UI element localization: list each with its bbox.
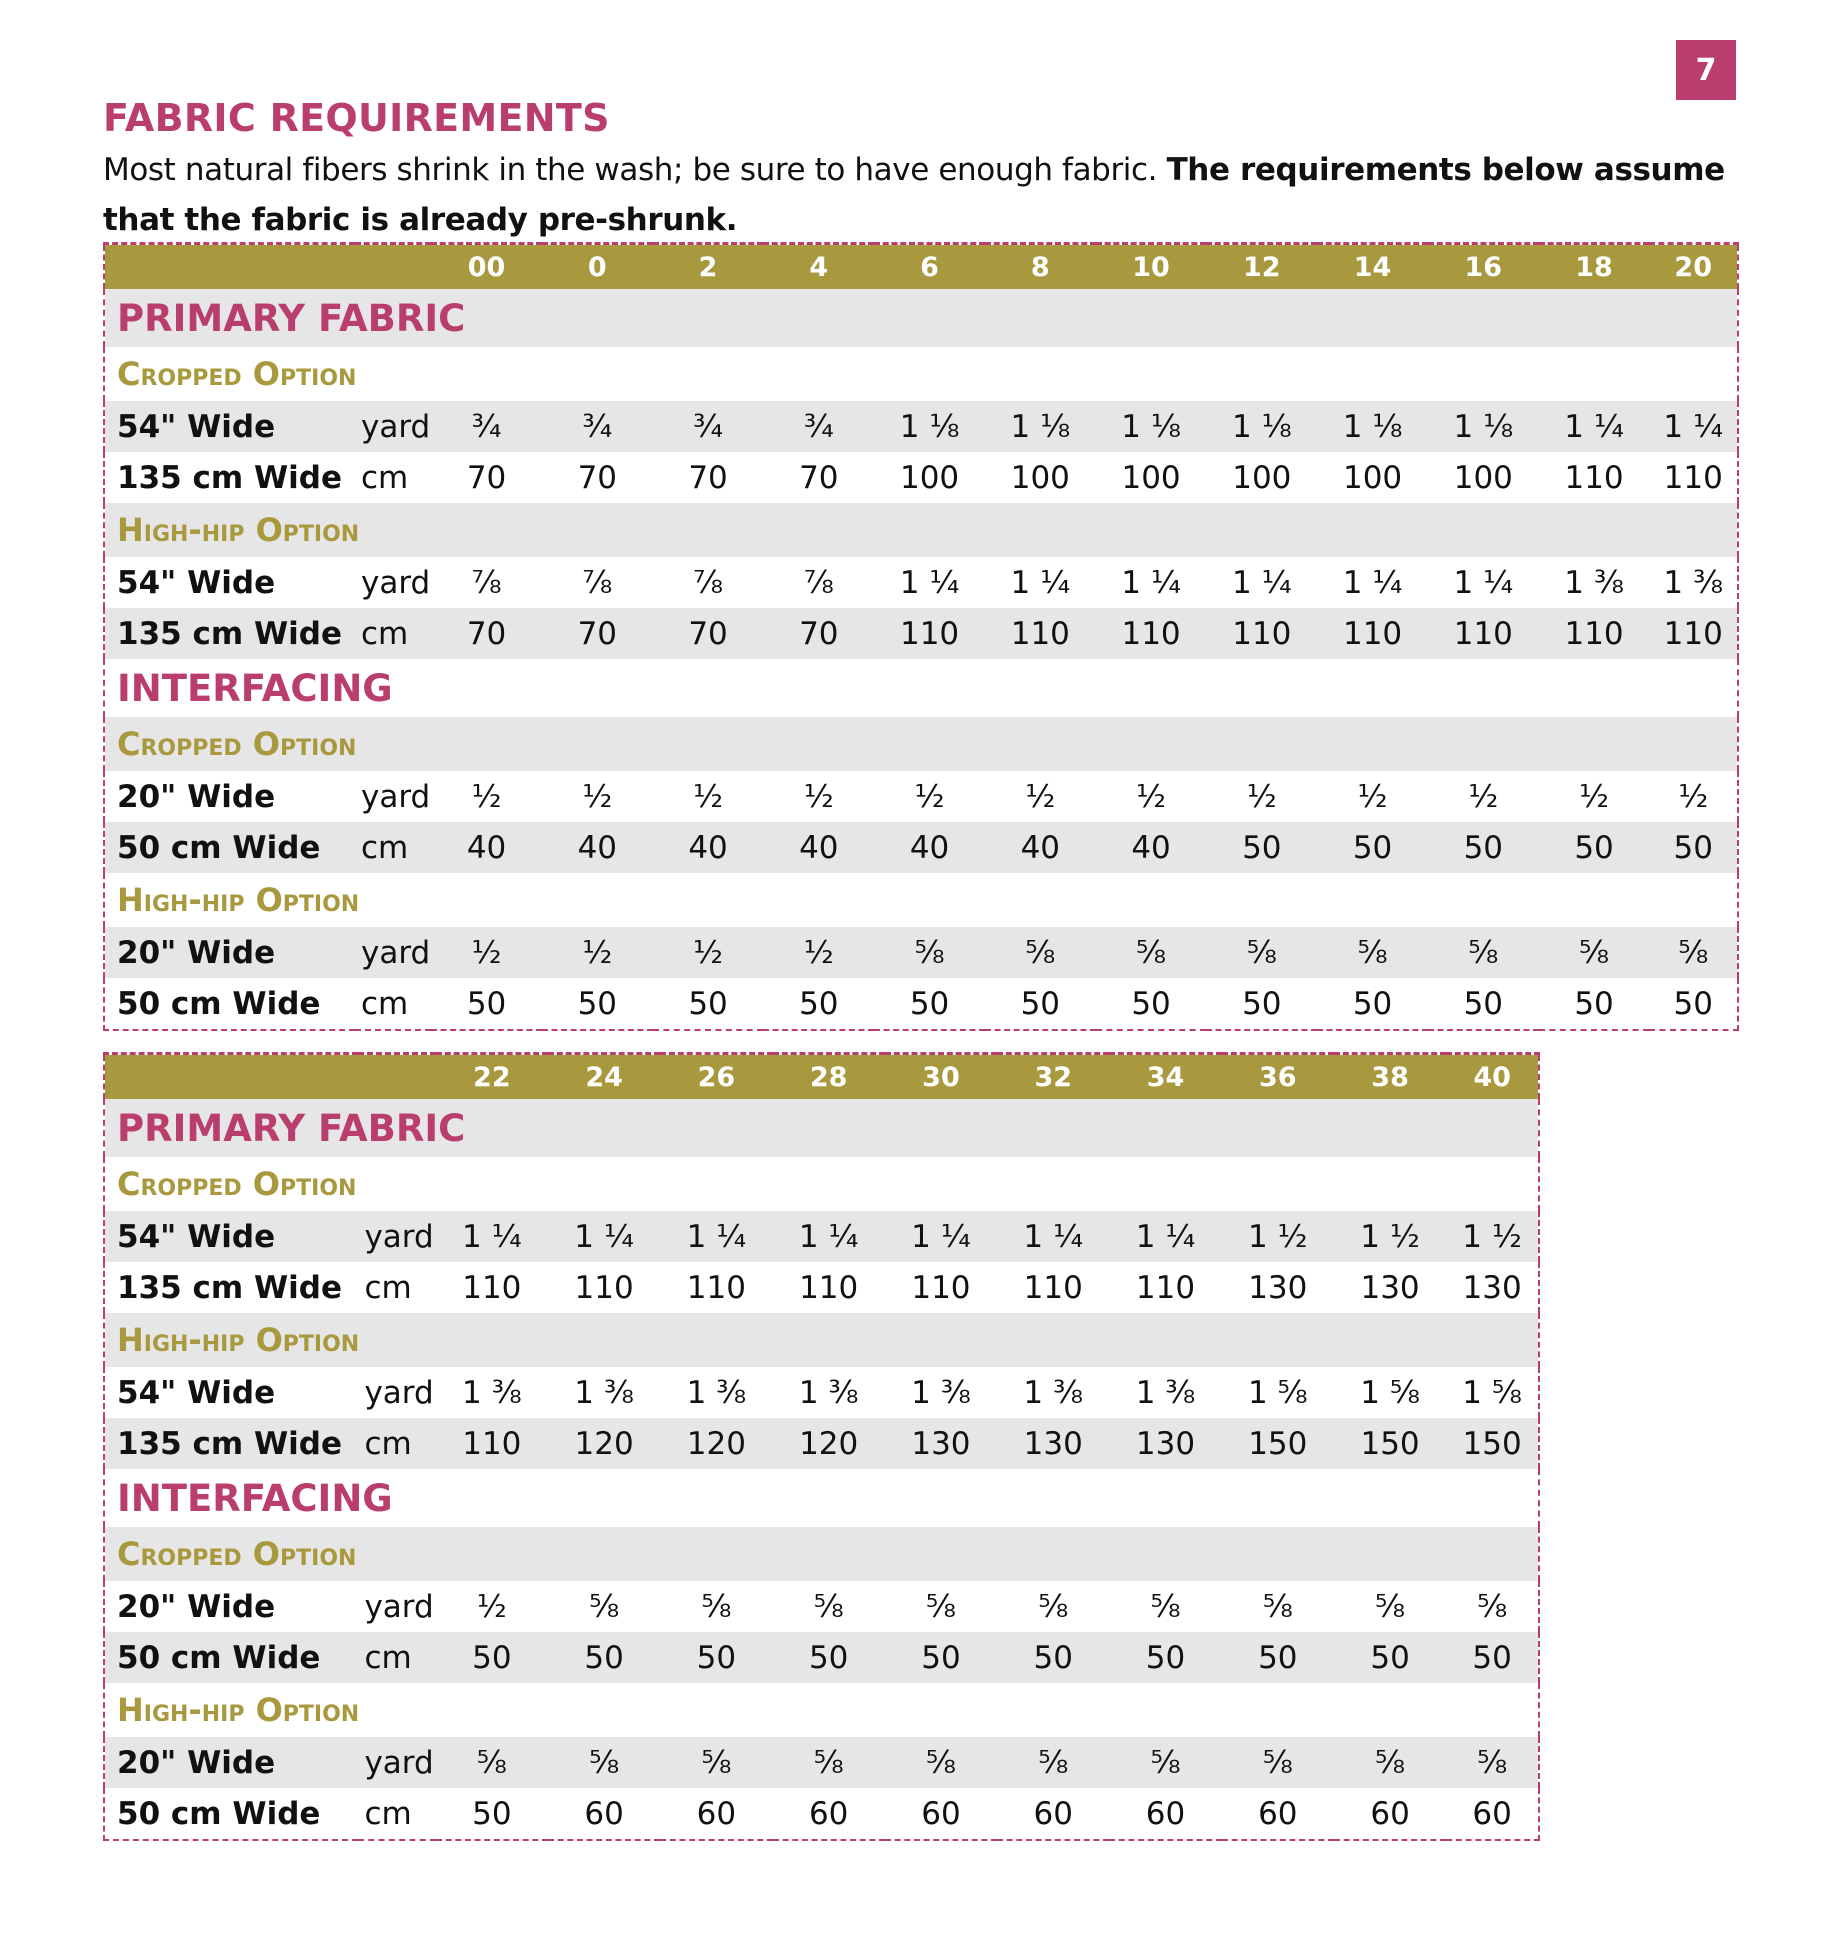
value-cell: 110 (1564, 459, 1624, 496)
size-header-cell: 20 (1649, 244, 1738, 290)
value-cell: ⅝ (1038, 1588, 1069, 1625)
row-unit: cm (360, 459, 409, 496)
value-cell: 110 (1023, 1269, 1083, 1306)
value-cell: ⅝ (1206, 927, 1317, 978)
table-row (104, 401, 1738, 452)
page-title: FABRIC REQUIREMENTS (103, 96, 610, 140)
value-cell: ½ (1678, 778, 1709, 815)
value-cell: 110 (1206, 608, 1317, 659)
value-cell: 100 (1342, 459, 1403, 496)
table-row (104, 1632, 1539, 1683)
value-cell: 1 ⅛ (1317, 401, 1428, 452)
value-cell: 70 (653, 608, 764, 659)
option-row (104, 503, 1738, 557)
value-cell: 50 (1334, 1632, 1446, 1683)
row-label: 135 cm Wide (117, 459, 343, 496)
value-cell: 1 ⅜ (574, 1374, 634, 1411)
size-header-cell: 24 (548, 1054, 660, 1100)
row-unit: cm (355, 822, 431, 873)
table-row (104, 1367, 1539, 1418)
value-cell: 1 ¼ (997, 1211, 1109, 1262)
value-cell: 50 (997, 1632, 1109, 1683)
value-cell: ⅝ (1375, 1588, 1406, 1625)
table-row (104, 1581, 1539, 1632)
value-cell: 50 (1428, 822, 1539, 873)
value-cell: 1 ¼ (885, 1211, 997, 1262)
value-cell: 50 (466, 985, 507, 1022)
section-title: INTERFACING (117, 1476, 393, 1520)
value-cell: 50 (773, 1632, 885, 1683)
value-cell: 1 ⅝ (1462, 1374, 1522, 1411)
value-cell: 50 (1673, 985, 1713, 1022)
size-header-cell: 4 (763, 244, 874, 290)
value-cell: 60 (1145, 1795, 1186, 1832)
value-cell: 1 ⅛ (1096, 401, 1207, 452)
row-label: 20" Wide (117, 778, 276, 815)
value-cell: 40 (542, 822, 653, 873)
value-cell: 110 (1539, 608, 1650, 659)
value-cell: 70 (763, 608, 874, 659)
value-cell: 60 (808, 1795, 849, 1832)
value-cell: ⅝ (1096, 927, 1207, 978)
value-cell: 110 (799, 1269, 859, 1306)
value-cell: 1 ¼ (1453, 564, 1514, 601)
value-cell: 40 (1096, 822, 1207, 873)
size-header-cell: 26 (660, 1054, 772, 1100)
value-cell: 130 (1360, 1269, 1420, 1306)
value-cell: ⅝ (660, 1737, 772, 1788)
table-row (104, 557, 1738, 608)
value-cell: ¾ (653, 401, 764, 452)
value-cell: 50 (1131, 985, 1171, 1022)
value-cell: ⅝ (874, 927, 985, 978)
value-cell: ½ (1579, 778, 1610, 815)
value-cell: 120 (773, 1418, 885, 1469)
value-cell: 1 ¼ (1342, 564, 1403, 601)
value-cell: ⅝ (1317, 927, 1428, 978)
size-header-row (104, 244, 1738, 290)
value-cell: ½ (1136, 778, 1167, 815)
table-row (104, 608, 1738, 659)
value-cell: 120 (660, 1418, 772, 1469)
row-label: 135 cm Wide (104, 1418, 358, 1469)
value-cell: 70 (431, 608, 542, 659)
value-cell: 150 (1222, 1418, 1334, 1469)
option-title: Cropped Option (104, 717, 1738, 771)
value-cell: 40 (431, 822, 542, 873)
value-cell: 1 ⅛ (985, 401, 1096, 452)
value-cell: 130 (1248, 1269, 1308, 1306)
size-header-cell: 40 (1446, 1054, 1539, 1100)
value-cell: 110 (1096, 608, 1207, 659)
size-header-cell: 8 (985, 244, 1096, 290)
row-label: 135 cm Wide (117, 1269, 343, 1306)
value-cell: ½ (431, 927, 542, 978)
value-cell: 1 ⅜ (911, 1374, 971, 1411)
value-cell: 50 (1574, 985, 1614, 1022)
value-cell: 100 (1010, 459, 1070, 496)
value-cell: 50 (472, 1795, 512, 1832)
value-cell: ⅝ (925, 1588, 956, 1625)
row-unit: cm (358, 1418, 435, 1469)
option-row (104, 873, 1738, 927)
value-cell: 1 ⅜ (798, 1374, 859, 1411)
size-header-cell: 36 (1222, 1054, 1334, 1100)
value-cell: 70 (466, 459, 507, 496)
value-cell: 50 (1109, 1632, 1221, 1683)
value-cell: ⅝ (1428, 927, 1539, 978)
value-cell: ½ (582, 778, 613, 815)
table-row (104, 1211, 1539, 1262)
option-title: High-hip Option (117, 1691, 360, 1729)
value-cell: 1 ⅝ (1247, 1374, 1308, 1411)
value-cell: 1 ⅜ (1135, 1374, 1196, 1411)
value-cell: 1 ½ (1446, 1211, 1539, 1262)
value-cell: ⅝ (1649, 927, 1738, 978)
value-cell: ½ (1357, 778, 1388, 815)
section-title: PRIMARY FABRIC (104, 289, 1738, 347)
value-cell: ½ (542, 927, 653, 978)
value-cell: 150 (1446, 1418, 1539, 1469)
value-cell: 1 ½ (1222, 1211, 1334, 1262)
value-cell: 100 (1232, 459, 1292, 496)
value-cell: 50 (577, 985, 618, 1022)
row-unit: cm (364, 1269, 412, 1306)
value-cell: 1 ⅛ (874, 401, 985, 452)
option-title: High-hip Option (117, 881, 360, 919)
header-blank (358, 1054, 435, 1100)
value-cell: 100 (899, 459, 960, 496)
value-cell: ⅝ (1334, 1737, 1446, 1788)
row-label: 20" Wide (117, 1588, 276, 1625)
value-cell: 130 (885, 1418, 997, 1469)
value-cell: ⅝ (436, 1737, 548, 1788)
value-cell: ½ (763, 927, 874, 978)
row-unit: yard (358, 1737, 435, 1788)
value-cell: 70 (688, 459, 728, 496)
value-cell: ⅝ (1477, 1588, 1508, 1625)
option-row (104, 347, 1738, 401)
option-row (104, 1527, 1539, 1581)
value-cell: 50 (548, 1632, 660, 1683)
value-cell: 130 (1462, 1269, 1522, 1306)
table-row (104, 1262, 1539, 1313)
row-unit: yard (364, 1588, 434, 1625)
value-cell: 110 (1135, 1269, 1196, 1306)
page-number-badge: 7 (1676, 40, 1736, 100)
option-title: Cropped Option (117, 355, 357, 393)
value-cell: 50 (1649, 822, 1738, 873)
value-cell: ½ (803, 778, 834, 815)
value-cell: 50 (885, 1632, 997, 1683)
value-cell: ⅝ (997, 1737, 1109, 1788)
value-cell: 60 (1033, 1795, 1073, 1832)
value-cell: 1 ¼ (1232, 564, 1292, 601)
value-cell: 150 (1334, 1418, 1446, 1469)
value-cell: 1 ⅜ (686, 1374, 747, 1411)
value-cell: 1 ⅛ (1428, 401, 1539, 452)
table-row (104, 822, 1738, 873)
value-cell: 50 (1539, 822, 1650, 873)
table-row (104, 978, 1738, 1030)
section-row (104, 659, 1738, 717)
value-cell: ½ (1468, 778, 1499, 815)
intro-bold-text: The requirements below assume that the fabric is already pre-shrunk. (103, 152, 1725, 238)
row-unit: yard (360, 564, 431, 601)
value-cell: ⅞ (471, 564, 502, 601)
value-cell: 1 ¼ (773, 1211, 885, 1262)
value-cell: ½ (914, 778, 945, 815)
value-cell: 110 (985, 608, 1096, 659)
value-cell: 50 (1446, 1632, 1539, 1683)
value-cell: 70 (542, 608, 653, 659)
value-cell: 1 ¼ (1649, 401, 1738, 452)
value-cell: 130 (997, 1418, 1109, 1469)
option-row (104, 717, 1738, 771)
header-blank (355, 244, 431, 290)
value-cell: 60 (921, 1795, 961, 1832)
value-cell: ⅞ (803, 564, 834, 601)
value-cell: 50 (1352, 985, 1393, 1022)
size-header-cell: 34 (1109, 1054, 1221, 1100)
value-cell: 50 (909, 985, 950, 1022)
section-row (104, 1469, 1539, 1527)
value-cell: 60 (584, 1795, 624, 1832)
value-cell: ⅝ (773, 1737, 885, 1788)
value-cell: ⅝ (1109, 1737, 1221, 1788)
row-label: 50 cm Wide (117, 1795, 321, 1832)
row-label: 20" Wide (104, 927, 355, 978)
row-unit: yard (364, 1374, 434, 1411)
value-cell: ¾ (542, 401, 653, 452)
option-row (104, 1157, 1539, 1211)
option-row (104, 1313, 1539, 1367)
size-header-cell: 16 (1428, 244, 1539, 290)
size-header-cell: 0 (542, 244, 653, 290)
value-cell: 50 (1020, 985, 1061, 1022)
option-title: Cropped Option (117, 1165, 357, 1203)
value-cell: 60 (696, 1795, 737, 1832)
value-cell: ⅝ (985, 927, 1096, 978)
size-header-cell: 6 (874, 244, 985, 290)
table-row (104, 927, 1738, 978)
size-header-cell: 12 (1206, 244, 1317, 290)
value-cell: 50 (1463, 985, 1504, 1022)
size-header-cell: 32 (997, 1054, 1109, 1100)
value-cell: 1 ⅜ (462, 1374, 522, 1411)
size-header-cell: 28 (773, 1054, 885, 1100)
header-blank (104, 1054, 358, 1100)
value-cell: 130 (1109, 1418, 1221, 1469)
row-unit: cm (360, 985, 409, 1022)
size-header-cell: 10 (1096, 244, 1207, 290)
value-cell: 110 (911, 1269, 971, 1306)
value-cell: 60 (1370, 1795, 1410, 1832)
row-unit: cm (358, 1632, 435, 1683)
header-blank (104, 244, 355, 290)
value-cell: 1 ¼ (660, 1211, 772, 1262)
row-unit: cm (364, 1795, 412, 1832)
value-cell: ⅝ (701, 1588, 732, 1625)
option-row (104, 1683, 1539, 1737)
size-header-row (104, 1054, 1539, 1100)
value-cell: ½ (693, 778, 724, 815)
value-cell: 100 (1121, 459, 1181, 496)
intro-paragraph (103, 145, 1743, 245)
value-cell: 1 ¼ (1121, 564, 1181, 601)
option-title: High-hip Option (104, 1313, 1539, 1367)
value-cell: 1 ⅝ (1360, 1374, 1420, 1411)
row-unit: yard (355, 401, 431, 452)
value-cell: ⅝ (885, 1737, 997, 1788)
value-cell: ½ (653, 927, 764, 978)
value-cell: 50 (1222, 1632, 1334, 1683)
value-cell: 40 (985, 822, 1096, 873)
value-cell: 60 (1472, 1795, 1512, 1832)
value-cell: 110 (1428, 608, 1539, 659)
row-label: 54" Wide (117, 564, 276, 601)
value-cell: 110 (462, 1269, 522, 1306)
row-unit: yard (355, 927, 431, 978)
value-cell: ½ (476, 1588, 507, 1625)
size-header-cell: 2 (653, 244, 764, 290)
value-cell: ⅝ (589, 1588, 620, 1625)
value-cell: 110 (574, 1269, 634, 1306)
section-title: INTERFACING (117, 666, 393, 710)
size-header-cell: 18 (1539, 244, 1650, 290)
table-row (104, 1737, 1539, 1788)
value-cell: ⅞ (582, 564, 613, 601)
row-unit: yard (360, 778, 431, 815)
size-header-cell: 30 (885, 1054, 997, 1100)
value-cell: 1 ⅜ (1023, 1374, 1084, 1411)
value-cell: ¾ (763, 401, 874, 452)
value-cell: 1 ½ (1334, 1211, 1446, 1262)
fabric-table-sizes-00-20 (103, 242, 1739, 1031)
value-cell: 70 (577, 459, 618, 496)
row-label: 54" Wide (104, 401, 355, 452)
value-cell: 50 (436, 1632, 548, 1683)
section-title: PRIMARY FABRIC (104, 1099, 1539, 1157)
value-cell: ⅝ (1539, 927, 1650, 978)
value-cell: ½ (1246, 778, 1277, 815)
value-cell: ⅝ (813, 1588, 844, 1625)
row-label: 20" Wide (104, 1737, 358, 1788)
option-title: Cropped Option (104, 1527, 1539, 1581)
row-label: 54" Wide (117, 1374, 276, 1411)
value-cell: 110 (1663, 459, 1723, 496)
value-cell: 60 (1258, 1795, 1298, 1832)
value-cell: 40 (874, 822, 985, 873)
value-cell: ½ (471, 778, 502, 815)
option-title: High-hip Option (104, 503, 1738, 557)
value-cell: ⅝ (1446, 1737, 1539, 1788)
value-cell: 1 ¼ (436, 1211, 548, 1262)
row-label: 50 cm Wide (104, 822, 355, 873)
value-cell: 1 ¼ (548, 1211, 660, 1262)
table-row (104, 1788, 1539, 1840)
value-cell: 50 (1317, 822, 1428, 873)
section-row (104, 1099, 1539, 1157)
value-cell: 110 (1649, 608, 1738, 659)
value-cell: 40 (763, 822, 874, 873)
row-label: 54" Wide (104, 1211, 358, 1262)
value-cell: 1 ¼ (1010, 564, 1071, 601)
value-cell: 50 (660, 1632, 772, 1683)
row-label: 135 cm Wide (104, 608, 355, 659)
section-row (104, 289, 1738, 347)
value-cell: ⅝ (1262, 1588, 1293, 1625)
value-cell: 110 (686, 1269, 746, 1306)
table-row (104, 1418, 1539, 1469)
row-unit: yard (358, 1211, 435, 1262)
size-header-cell: 00 (431, 244, 542, 290)
value-cell: ⅝ (548, 1737, 660, 1788)
value-cell: ½ (1025, 778, 1056, 815)
value-cell: 1 ⅜ (1564, 564, 1624, 601)
size-header-cell: 22 (436, 1054, 548, 1100)
value-cell: 1 ¼ (1539, 401, 1650, 452)
table-row (104, 771, 1738, 822)
value-cell: 1 ⅛ (1206, 401, 1317, 452)
value-cell: 50 (688, 985, 728, 1022)
value-cell: 50 (1206, 822, 1317, 873)
value-cell: 40 (653, 822, 764, 873)
row-label: 50 cm Wide (104, 1632, 358, 1683)
value-cell: ⅞ (693, 564, 724, 601)
value-cell: 1 ¼ (899, 564, 960, 601)
value-cell: 1 ¼ (1109, 1211, 1221, 1262)
value-cell: ¾ (431, 401, 542, 452)
value-cell: 110 (1317, 608, 1428, 659)
value-cell: 110 (874, 608, 985, 659)
value-cell: ⅝ (1222, 1737, 1334, 1788)
row-unit: cm (355, 608, 431, 659)
value-cell: 1 ⅜ (1663, 564, 1724, 601)
value-cell: 120 (548, 1418, 660, 1469)
value-cell: 100 (1453, 459, 1513, 496)
value-cell: 110 (436, 1418, 548, 1469)
size-header-cell: 14 (1317, 244, 1428, 290)
size-header-cell: 38 (1334, 1054, 1446, 1100)
fabric-table-sizes-22-40 (103, 1052, 1540, 1841)
value-cell: 50 (799, 985, 839, 1022)
value-cell: 70 (799, 459, 839, 496)
intro-text: Most natural fibers shrink in the wash; be sure to have enough fabric. (103, 152, 1167, 188)
value-cell: ⅝ (1150, 1588, 1181, 1625)
row-label: 50 cm Wide (117, 985, 321, 1022)
table-row (104, 452, 1738, 503)
value-cell: 50 (1242, 985, 1282, 1022)
